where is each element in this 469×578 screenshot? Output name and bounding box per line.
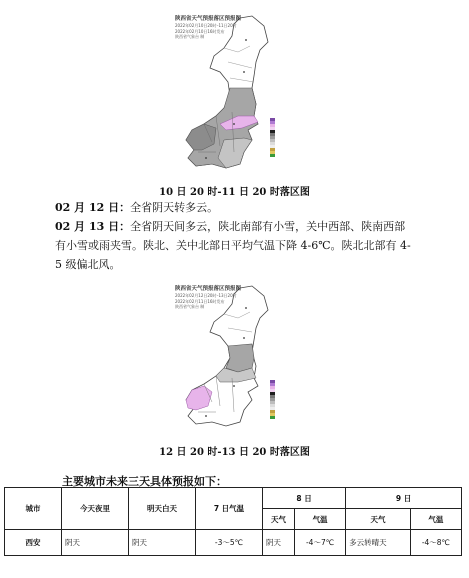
table-row [5, 530, 462, 556]
header-city: 城市 [5, 488, 62, 530]
cell-d9-temp: -4～8℃ [410, 530, 461, 556]
map1-caption: 10 日 20 时-11 日 20 时落区图 [159, 187, 310, 198]
cell-city: 西安 [5, 530, 62, 556]
table-intro: 主要城市未来三天具体预报如下： [62, 475, 227, 488]
map1-subtitle-1: 2022年02月10日20时–11日20时 [175, 23, 237, 28]
map2-subtitle-3: 陕西省气象台 制 [175, 304, 205, 309]
header-d8-temp: 气温 [294, 509, 345, 530]
light-gray-area [218, 138, 252, 168]
map2-subtitle-1: 2022年02月12日20时–13日20时 [175, 293, 237, 298]
d13-label: 02 月 13 日： [55, 220, 131, 233]
cell-d8-temp: -4～7℃ [294, 530, 345, 556]
header-d8-weather: 天气 [263, 509, 295, 530]
cell-d7-temp: -3～5℃ [196, 530, 263, 556]
header-tonight: 今天夜里 [62, 488, 129, 530]
map1-subtitle-3: 陕西省气象台 制 [175, 34, 205, 39]
header-tomorrow-day: 明天白天 [129, 488, 196, 530]
map2-title: 陕西省天气预报落区预报图 [175, 286, 242, 292]
d12-label: 02 月 12 日： [55, 201, 131, 214]
cell-tomorrow-day: 阴天 [129, 530, 196, 556]
forecast-d13 [55, 217, 415, 274]
header-d9-weather: 天气 [346, 509, 411, 530]
map2-subtitle-2: 2022年02月11日16时发布 [175, 298, 225, 304]
map1-header [175, 16, 241, 40]
d12-text: 全省阴天转多云。 [130, 201, 219, 214]
light-snow-area [226, 344, 254, 372]
header-d9-temp: 气温 [410, 509, 461, 530]
cell-d9-weather: 多云转晴天 [346, 530, 411, 556]
d13-text: 全省阴天间多云，陕北南部有小雪，关中西部、陕南西部有小雪或雨夹雪。陕北、关中北部日平均气温下降 4-6℃。陕北北部有 4-5 级偏北风。 [55, 220, 411, 271]
legend-swatch [270, 416, 275, 419]
header-d9: 9 日 [346, 488, 462, 509]
city-forecast-table [4, 487, 462, 556]
map2-legend [270, 380, 275, 419]
forecast-d12 [55, 198, 415, 217]
map2-header [175, 286, 241, 310]
map1-legend [270, 118, 275, 157]
table-header-row-1 [5, 488, 462, 509]
map1-title: 陕西省天气预报落区预报图 [175, 16, 242, 22]
map2-caption: 12 日 20 时-13 日 20 时落区图 [159, 447, 310, 458]
map1-subtitle-2: 2022年02月10日16时发布 [175, 28, 225, 34]
header-d7-temp: 7 日气温 [196, 488, 263, 530]
cell-d8-weather: 阴天 [263, 530, 295, 556]
cell-tonight: 阴天 [62, 530, 129, 556]
legend-swatch [270, 154, 275, 157]
header-d8: 8 日 [263, 488, 346, 509]
